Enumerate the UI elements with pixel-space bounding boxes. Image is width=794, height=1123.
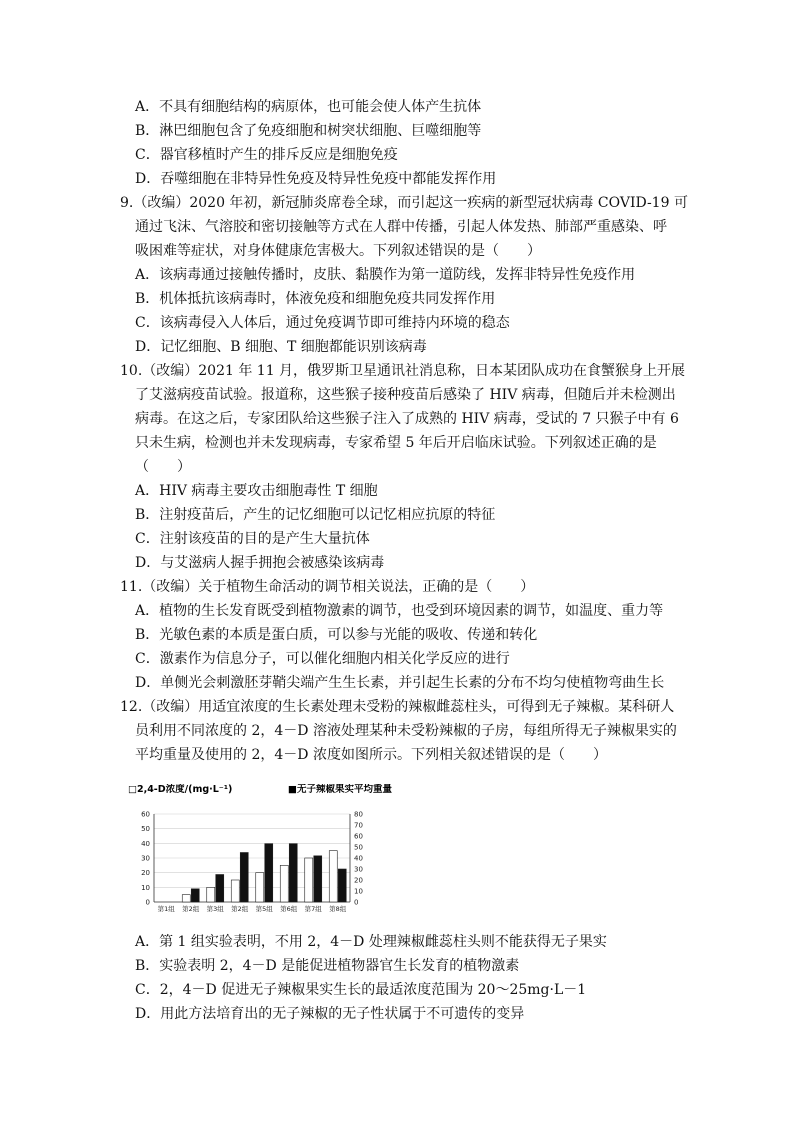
- right-axis-tick-label: 20: [354, 876, 363, 885]
- category-label: 第3组: [206, 905, 224, 913]
- right-axis-tick-label: 70: [354, 821, 363, 830]
- right-axis-tick-label: 40: [354, 854, 363, 863]
- text-line: C．激素作为信息分子，可以催化细胞内相关化学反应的进行: [135, 651, 510, 667]
- left-axis-tick-label: 30: [141, 854, 150, 863]
- left-axis-tick-label: 20: [141, 869, 150, 878]
- bar-concentration: [231, 880, 239, 902]
- category-label: 第2组: [182, 905, 200, 913]
- category-label: 第6组: [280, 905, 298, 913]
- text-line: B．实验表明 2，4－D 是能促进植物器官生长发育的植物激素: [135, 958, 520, 974]
- text-line: A．不具有细胞结构的病原体，也可能会使人体产生抗体: [135, 99, 482, 115]
- text-line: A．该病毒通过接触传播时，皮肤、黏膜作为第一道防线，发挥非特异性免疫作用: [135, 267, 636, 283]
- text-line: D．单侧光会刺激胚芽鞘尖端产生生长素，并引起生长素的分布不均匀使植物弯曲生长: [135, 675, 665, 691]
- bar-concentration: [329, 851, 337, 902]
- bar-weight: [240, 853, 248, 903]
- bar-weight: [314, 856, 322, 902]
- left-axis-tick-label: 60: [141, 810, 150, 819]
- bar-concentration: [182, 895, 190, 902]
- category-label: 第1组: [157, 905, 175, 913]
- bar-weight: [216, 875, 224, 903]
- text-line: （ ）: [135, 459, 191, 475]
- text-line: 病毒。在这之后，专家团队给这些猴子注入了成熟的 HIV 病毒，受试的 7 只猴子中有 6: [135, 411, 679, 427]
- text-line: 平均重量及使用的 2，4－D 浓度如图所示。下列相关叙述错误的是（ ）: [135, 747, 607, 763]
- category-label: 第2组: [231, 905, 249, 913]
- category-label: 第7组: [304, 905, 322, 913]
- bar-weight: [265, 844, 273, 902]
- left-axis-tick-label: 50: [141, 825, 150, 834]
- text-line: 员利用不同浓度的 2，4－D 溶液处理某种未受粉辣椒的子房，每组所得无子辣椒果实的: [135, 723, 677, 739]
- right-axis-tick-label: 0: [354, 898, 359, 907]
- text-line: 吸困难等症状，对身体健康危害极大。下列叙述错误的是（ ）: [135, 243, 541, 259]
- bar-weight: [289, 844, 297, 902]
- text-line: D．与艾滋病人握手拥抱会被感染该病毒: [135, 555, 385, 571]
- text-line: 只未生病，检测也并未发现病毒，专家希望 5 年后开启临床试验。下列叙述正确的是: [135, 435, 657, 451]
- legend-weight: ■无子辣椒果实平均重量: [288, 784, 392, 795]
- text-line: B．注射疫苗后，产生的记忆细胞可以记忆相应抗原的特征: [135, 507, 496, 523]
- right-axis-tick-label: 30: [354, 865, 363, 874]
- text-line: A．植物的生长发育既受到植物激素的调节，也受到环境因素的调节，如温度、重力等: [135, 603, 664, 619]
- text-line: C．2，4－D 促进无子辣椒果实生长的最适浓度范围为 20～25mg·L－1: [135, 982, 587, 998]
- left-axis-tick-label: 10: [141, 883, 150, 892]
- text-line: D．用此方法培育出的无子辣椒的无子性状属于不可遗传的变异: [135, 1006, 525, 1022]
- text-line: C．注射该疫苗的目的是产生大量抗体: [135, 531, 370, 547]
- text-line: C．器官移植时产生的排斥反应是细胞免疫: [135, 147, 398, 163]
- text-line: B．光敏色素的本质是蛋白质，可以参与光能的吸收、传递和转化: [135, 627, 538, 643]
- right-axis-tick-label: 80: [354, 810, 363, 819]
- legend-concentration: □2,4-D浓度/(mg·L⁻¹): [128, 784, 233, 795]
- bar-concentration: [280, 865, 288, 902]
- chart-svg: [128, 784, 464, 914]
- right-axis-tick-label: 50: [354, 843, 363, 852]
- text-line: B．淋巴细胞包含了免疫细胞和树突状细胞、巨噬细胞等: [135, 123, 482, 139]
- right-axis-tick-label: 60: [354, 832, 363, 841]
- text-line: A．HIV 病毒主要攻击细胞毒性 T 细胞: [135, 483, 378, 499]
- right-axis-tick-label: 10: [354, 887, 363, 896]
- text-line: 了艾滋病疫苗试验。报道称，这些猴子接种疫苗后感染了 HIV 病毒，但随后并未检测出: [135, 387, 676, 403]
- text-line: C．该病毒侵入人体后，通过免疫调节即可维持内环境的稳态: [135, 315, 510, 331]
- question-11-stem: 11.（改编）关于植物生命活动的调节相关说法，正确的是（ ）: [120, 579, 535, 595]
- text-line: B．机体抵抗该病毒时，体液免疫和细胞免疫共同发挥作用: [135, 291, 496, 307]
- text-line: 通过飞沫、气溶胶和密切接触等方式在人群中传播，引起人体发热、肺部严重感染、呼: [135, 219, 667, 235]
- bar-weight: [191, 889, 199, 902]
- category-label: 第8组: [329, 905, 347, 913]
- bar-weight: [338, 869, 346, 902]
- left-axis-tick-label: 0: [145, 898, 150, 907]
- text-line: D．记忆细胞、B 细胞、T 细胞都能识别该病毒: [135, 339, 427, 355]
- bar-concentration: [207, 887, 215, 902]
- left-axis-tick-label: 40: [141, 839, 150, 848]
- question-10-stem: 10.（改编）2021 年 11 月，俄罗斯卫星通讯社消息称，日本某团队成功在食蟹猴身上开展: [120, 363, 686, 379]
- bar-concentration: [305, 858, 313, 902]
- bar-chart: [128, 784, 464, 914]
- text-line: A．第 1 组实验表明，不用 2，4－D 处理辣椒雌蕊柱头则不能获得无子果实: [135, 934, 607, 950]
- category-label: 第5组: [255, 905, 273, 913]
- question-12-stem: 12.（改编）用适宜浓度的生长素处理未受粉的辣椒雌蕊柱头，可得到无子辣椒。某科研人: [120, 699, 675, 715]
- question-9-stem: 9.（改编）2020 年初，新冠肺炎席卷全球，而引起这一疾病的新型冠状病毒 COVID-19 可: [120, 195, 688, 211]
- text-line: D．吞噬细胞在非特异性免疫及特异性免疫中都能发挥作用: [135, 171, 497, 187]
- bar-concentration: [256, 873, 264, 902]
